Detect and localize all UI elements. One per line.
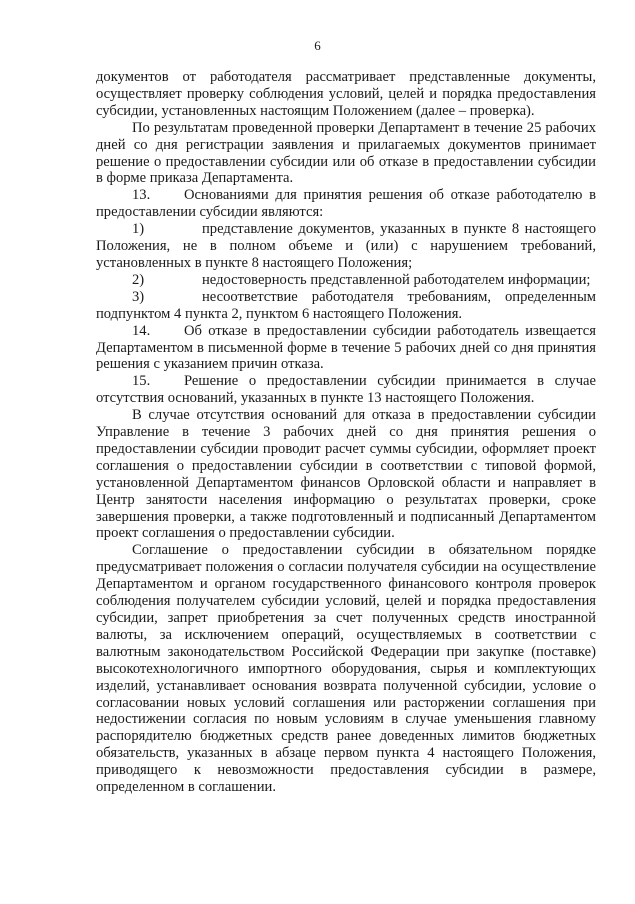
subclause-number: 3) <box>132 288 145 305</box>
subclause-3 <box>96 289 596 323</box>
paragraph-review-results <box>96 120 596 188</box>
paragraph-text: недостоверность представленной работодателем информации; <box>202 271 591 288</box>
subclause-number: 1) <box>132 221 145 238</box>
paragraph-text: Соглашение о предоставлении субсидии в обязательном порядке предусматривает положения о согласии получателя субсидии на осуществление Департаментом и органом государственного финансового контроля проверок соблюдения получателем субсидии условий, целей и порядка предоставления субсидии, запрет приобретения за счет полученных средств иностранной валюты, за исключением операций, осуществляемых в соответствии с валютным законодательством Российской Федерации при закупке (поставке) высокотехнологичного импортного оборудования, сырья и комплектующих изделий, устанавливает основания возврата полученной субсидии, условие о согласовании новых условий соглашения или расторжении соглашения при недостижении согласия по новым условиям в случае уменьшения главному распорядителю бюджетных средств ранее доведенных лимитов бюджетных обязательств, указанных в абзаце первом пункта 4 настоящего Положения, приводящего к невозможности предоставления субсидии в размере, определенном в соглашении. <box>96 542 596 796</box>
subclause-number: 2) <box>132 271 145 288</box>
clause-number: 15. <box>132 373 151 390</box>
clause-14 <box>96 323 596 374</box>
paragraph-no-refusal <box>96 407 596 542</box>
subclause-1 <box>96 221 596 272</box>
paragraph-text: представление документов, указанных в пункте 8 настоящего Положения, не в полном объеме и (или) с нарушением требований, установленных в пункте 8 настоящего Положения; <box>96 221 596 271</box>
clause-number: 13. <box>132 187 151 204</box>
paragraph-continuation <box>96 69 596 120</box>
paragraph-text: несоответствие работодателя требованиям, определенным подпунктом 4 пункта 2, пунктом 6 настоящего Положения. <box>96 288 596 322</box>
paragraph-text: В случае отсутствия оснований для отказа в предоставлении субсидии Управление в течение 3 рабочих дней со дня принятия решения о предоставлении субсидии проводит расчет суммы субсидии, оформляет проект соглашения о предоставлении субсидии в соответствии с типовой формой, установленной Департаментом финансов Орловской области и направляет в Центр занятости населения информацию о результатах проверки, сроке завершения проверки, а также подготовленный и подписанный Департаментом проект соглашения о предоставлении субсидии. <box>96 407 596 542</box>
clause-13 <box>96 187 596 221</box>
paragraph-text: Основаниями для принятия решения об отказе работодателю в предоставлении субсидии являются: <box>96 187 596 221</box>
clause-number: 14. <box>132 322 151 339</box>
page-number: 6 <box>314 38 321 53</box>
clause-15 <box>96 373 596 407</box>
paragraph-text: Решение о предоставлении субсидии принимается в случае отсутствия оснований, указанных в пункте 13 настоящего Положения. <box>96 373 596 407</box>
paragraph-text: Об отказе в предоставлении субсидии работодатель извещается Департаментом в письменной форме в течение 5 рабочих дней со дня принятия решения с указанием причин отказа. <box>96 322 596 373</box>
paragraph-text: По результатам проведенной проверки Департамент в течение 25 рабочих дней со дня регистрации заявления и прилагаемых документов принимает решение о предоставлении субсидии или об отказе в предоставлении субсидии в форме приказа Департамента. <box>96 119 596 187</box>
subclause-2 <box>96 272 596 289</box>
paragraph-agreement <box>96 542 596 796</box>
document-body <box>96 69 596 796</box>
paragraph-text: документов от работодателя рассматривает представленные документы, осуществляет проверку соблюдения условий, целей и порядка предоставления субсидии, установленных настоящим Положением (далее – проверка). <box>96 69 596 119</box>
